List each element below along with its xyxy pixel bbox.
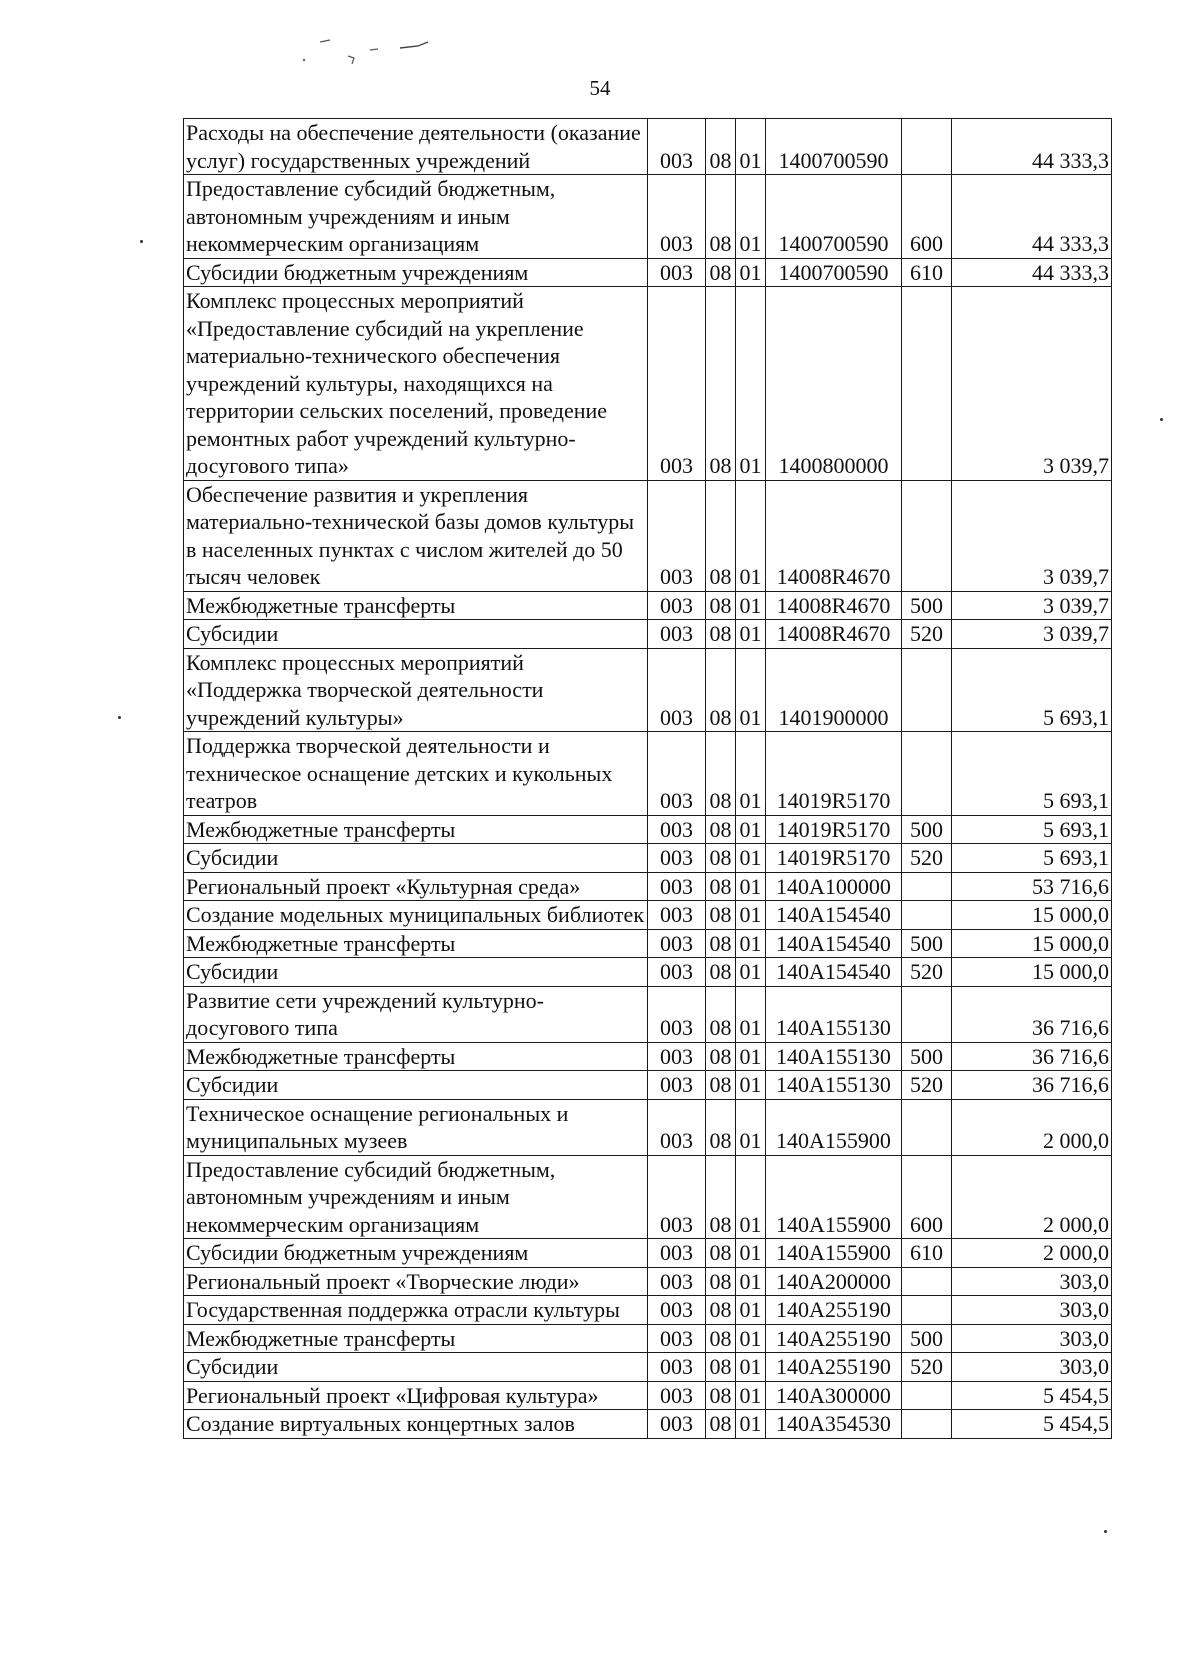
target-article-code: 140A155130 (766, 986, 902, 1042)
target-article-code: 140A100000 (766, 872, 902, 901)
target-article-code: 1400700590 (766, 175, 902, 259)
scan-speck (140, 240, 143, 243)
scan-speck (1160, 418, 1163, 421)
amount: 15 000,0 (952, 929, 1112, 958)
table-row (184, 901, 1112, 930)
row-name: Региональный проект «Цифровая культура» (184, 1381, 648, 1410)
amount: 36 716,6 (952, 1042, 1112, 1071)
admin-code: 003 (648, 480, 706, 591)
admin-code: 003 (648, 1296, 706, 1325)
expense-type-code (902, 901, 952, 930)
table-row (184, 986, 1112, 1042)
subsection-code: 01 (736, 1381, 766, 1410)
table-row (184, 1239, 1112, 1268)
row-name: Межбюджетные трансферты (184, 929, 648, 958)
row-name: Государственная поддержка отрасли культуры (184, 1296, 648, 1325)
subsection-code: 01 (736, 1071, 766, 1100)
admin-code: 003 (648, 929, 706, 958)
subsection-code: 01 (736, 815, 766, 844)
subsection-code: 01 (736, 1042, 766, 1071)
table-row (184, 1155, 1112, 1239)
amount: 3 039,7 (952, 287, 1112, 481)
admin-code: 003 (648, 986, 706, 1042)
section-code: 08 (706, 591, 736, 620)
amount: 5 693,1 (952, 844, 1112, 873)
subsection-code: 01 (736, 648, 766, 732)
expense-type-code: 500 (902, 929, 952, 958)
row-name: Обеспечение развития и укрепления материально-технической базы домов культуры в населенных пунктах с числом жителей до 50 тысяч человек (184, 480, 648, 591)
target-article-code: 140A200000 (766, 1267, 902, 1296)
expense-type-code (902, 1099, 952, 1155)
amount: 15 000,0 (952, 958, 1112, 987)
expense-type-code: 610 (902, 258, 952, 287)
row-name: Региональный проект «Творческие люди» (184, 1267, 648, 1296)
row-name: Межбюджетные трансферты (184, 1042, 648, 1071)
admin-code: 003 (648, 119, 706, 175)
table-row (184, 648, 1112, 732)
section-code: 08 (706, 620, 736, 649)
admin-code: 003 (648, 1381, 706, 1410)
expense-type-code (902, 648, 952, 732)
amount: 2 000,0 (952, 1239, 1112, 1268)
section-code: 08 (706, 1071, 736, 1100)
admin-code: 003 (648, 287, 706, 481)
admin-code: 003 (648, 844, 706, 873)
subsection-code: 01 (736, 1099, 766, 1155)
table-row (184, 1410, 1112, 1439)
section-code: 08 (706, 929, 736, 958)
table-row (184, 119, 1112, 175)
subsection-code: 01 (736, 872, 766, 901)
target-article-code: 140A255190 (766, 1353, 902, 1382)
section-code: 08 (706, 1239, 736, 1268)
expense-type-code: 520 (902, 1353, 952, 1382)
subsection-code: 01 (736, 1155, 766, 1239)
expense-type-code: 600 (902, 175, 952, 259)
row-name: Создание виртуальных концертных залов (184, 1410, 648, 1439)
amount: 3 039,7 (952, 591, 1112, 620)
amount: 2 000,0 (952, 1099, 1112, 1155)
target-article-code: 140A155900 (766, 1099, 902, 1155)
budget-rows (184, 119, 1112, 1439)
target-article-code: 140A255190 (766, 1296, 902, 1325)
section-code: 08 (706, 258, 736, 287)
section-code: 08 (706, 732, 736, 816)
section-code: 08 (706, 872, 736, 901)
expense-type-code (902, 1296, 952, 1325)
amount: 5 454,5 (952, 1381, 1112, 1410)
row-name: Субсидии бюджетным учреждениям (184, 258, 648, 287)
subsection-code: 01 (736, 480, 766, 591)
amount: 303,0 (952, 1267, 1112, 1296)
admin-code: 003 (648, 1071, 706, 1100)
section-code: 08 (706, 480, 736, 591)
section-code: 08 (706, 815, 736, 844)
expense-type-code (902, 986, 952, 1042)
expense-type-code: 600 (902, 1155, 952, 1239)
subsection-code: 01 (736, 1324, 766, 1353)
amount: 15 000,0 (952, 901, 1112, 930)
expense-type-code: 520 (902, 958, 952, 987)
row-name: Поддержка творческой деятельности и техническое оснащение детских и кукольных театров (184, 732, 648, 816)
table-row (184, 1267, 1112, 1296)
row-name: Субсидии (184, 844, 648, 873)
section-code: 08 (706, 175, 736, 259)
target-article-code: 14019R5170 (766, 844, 902, 873)
subsection-code: 01 (736, 1296, 766, 1325)
row-name: Комплекс процессных мероприятий «Предоставление субсидий на укрепление материально-технического обеспечения учреждений культуры, находящихся на территории сельских поселений, проведение ремонтных работ учреждений культурно-досугового типа» (184, 287, 648, 481)
row-name: Межбюджетные трансферты (184, 591, 648, 620)
row-name: Субсидии бюджетным учреждениям (184, 1239, 648, 1268)
table-row (184, 287, 1112, 481)
target-article-code: 14019R5170 (766, 732, 902, 816)
expense-type-code: 520 (902, 1071, 952, 1100)
row-name: Региональный проект «Культурная среда» (184, 872, 648, 901)
table-row (184, 1042, 1112, 1071)
table-row (184, 1381, 1112, 1410)
amount: 36 716,6 (952, 986, 1112, 1042)
admin-code: 003 (648, 175, 706, 259)
section-code: 08 (706, 1155, 736, 1239)
expense-type-code (902, 119, 952, 175)
amount: 3 039,7 (952, 480, 1112, 591)
expense-type-code (902, 1410, 952, 1439)
budget-table (183, 118, 1112, 1439)
expense-type-code: 500 (902, 815, 952, 844)
row-name: Развитие сети учреждений культурно-досугового типа (184, 986, 648, 1042)
amount: 36 716,6 (952, 1071, 1112, 1100)
table-row (184, 1296, 1112, 1325)
section-code: 08 (706, 844, 736, 873)
table-row (184, 258, 1112, 287)
target-article-code: 14008R4670 (766, 480, 902, 591)
target-article-code: 14019R5170 (766, 815, 902, 844)
table-row (184, 1071, 1112, 1100)
subsection-code: 01 (736, 929, 766, 958)
row-name: Субсидии (184, 1353, 648, 1382)
row-name: Предоставление субсидий бюджетным, автономным учреждениям и иным некоммерческим организациям (184, 1155, 648, 1239)
table-row (184, 1353, 1112, 1382)
target-article-code: 140A154540 (766, 958, 902, 987)
admin-code: 003 (648, 958, 706, 987)
expense-type-code: 520 (902, 620, 952, 649)
section-code: 08 (706, 1381, 736, 1410)
table-row (184, 872, 1112, 901)
table-row (184, 732, 1112, 816)
admin-code: 003 (648, 1042, 706, 1071)
expense-type-code (902, 287, 952, 481)
subsection-code: 01 (736, 901, 766, 930)
row-name: Межбюджетные трансферты (184, 1324, 648, 1353)
table-row (184, 591, 1112, 620)
amount: 303,0 (952, 1353, 1112, 1382)
expense-type-code (902, 1267, 952, 1296)
expense-type-code: 500 (902, 1324, 952, 1353)
expense-type-code: 500 (902, 1042, 952, 1071)
table-row (184, 1324, 1112, 1353)
subsection-code: 01 (736, 591, 766, 620)
target-article-code: 140A154540 (766, 901, 902, 930)
table-row (184, 958, 1112, 987)
row-name: Субсидии (184, 1071, 648, 1100)
target-article-code: 14008R4670 (766, 620, 902, 649)
table-row (184, 480, 1112, 591)
table-row (184, 929, 1112, 958)
admin-code: 003 (648, 1353, 706, 1382)
admin-code: 003 (648, 901, 706, 930)
amount: 44 333,3 (952, 175, 1112, 259)
amount: 5 693,1 (952, 648, 1112, 732)
admin-code: 003 (648, 732, 706, 816)
subsection-code: 01 (736, 175, 766, 259)
admin-code: 003 (648, 648, 706, 732)
amount: 5 693,1 (952, 815, 1112, 844)
admin-code: 003 (648, 1099, 706, 1155)
amount: 53 716,6 (952, 872, 1112, 901)
table-row (184, 175, 1112, 259)
admin-code: 003 (648, 1267, 706, 1296)
amount: 303,0 (952, 1296, 1112, 1325)
target-article-code: 140A354530 (766, 1410, 902, 1439)
target-article-code: 1401900000 (766, 648, 902, 732)
page-number: 54 (589, 76, 611, 100)
section-code: 08 (706, 1296, 736, 1325)
subsection-code: 01 (736, 1267, 766, 1296)
target-article-code: 1400700590 (766, 258, 902, 287)
expense-type-code (902, 872, 952, 901)
admin-code: 003 (648, 258, 706, 287)
row-name: Комплекс процессных мероприятий «Поддержка творческой деятельности учреждений культуры» (184, 648, 648, 732)
admin-code: 003 (648, 1410, 706, 1439)
expense-type-code: 500 (902, 591, 952, 620)
amount: 3 039,7 (952, 620, 1112, 649)
subsection-code: 01 (736, 1410, 766, 1439)
scan-artifact (300, 28, 460, 78)
admin-code: 003 (648, 1324, 706, 1353)
table-row (184, 620, 1112, 649)
target-article-code: 1400800000 (766, 287, 902, 481)
amount: 44 333,3 (952, 119, 1112, 175)
table-row (184, 815, 1112, 844)
section-code: 08 (706, 287, 736, 481)
table-row (184, 844, 1112, 873)
admin-code: 003 (648, 1155, 706, 1239)
scan-speck (118, 716, 121, 719)
admin-code: 003 (648, 872, 706, 901)
admin-code: 003 (648, 591, 706, 620)
subsection-code: 01 (736, 958, 766, 987)
row-name: Субсидии (184, 620, 648, 649)
expense-type-code (902, 480, 952, 591)
expense-type-code: 520 (902, 844, 952, 873)
section-code: 08 (706, 1042, 736, 1071)
section-code: 08 (706, 1410, 736, 1439)
target-article-code: 140A155130 (766, 1071, 902, 1100)
target-article-code: 140A300000 (766, 1381, 902, 1410)
section-code: 08 (706, 901, 736, 930)
subsection-code: 01 (736, 620, 766, 649)
section-code: 08 (706, 1267, 736, 1296)
target-article-code: 140A155900 (766, 1155, 902, 1239)
target-article-code: 140A155130 (766, 1042, 902, 1071)
subsection-code: 01 (736, 287, 766, 481)
subsection-code: 01 (736, 844, 766, 873)
amount: 5 454,5 (952, 1410, 1112, 1439)
amount: 44 333,3 (952, 258, 1112, 287)
row-name: Создание модельных муниципальных библиотек (184, 901, 648, 930)
admin-code: 003 (648, 1239, 706, 1268)
section-code: 08 (706, 1099, 736, 1155)
expense-type-code (902, 1381, 952, 1410)
admin-code: 003 (648, 815, 706, 844)
expense-type-code: 610 (902, 1239, 952, 1268)
target-article-code: 140A255190 (766, 1324, 902, 1353)
subsection-code: 01 (736, 1239, 766, 1268)
subsection-code: 01 (736, 986, 766, 1042)
row-name: Предоставление субсидий бюджетным, автономным учреждениям и иным некоммерческим организациям (184, 175, 648, 259)
target-article-code: 140A155900 (766, 1239, 902, 1268)
section-code: 08 (706, 958, 736, 987)
row-name: Межбюджетные трансферты (184, 815, 648, 844)
target-article-code: 14008R4670 (766, 591, 902, 620)
section-code: 08 (706, 1353, 736, 1382)
row-name: Расходы на обеспечение деятельности (оказание услуг) государственных учреждений (184, 119, 648, 175)
row-name: Субсидии (184, 958, 648, 987)
table-row (184, 1099, 1112, 1155)
subsection-code: 01 (736, 119, 766, 175)
section-code: 08 (706, 119, 736, 175)
amount: 303,0 (952, 1324, 1112, 1353)
admin-code: 003 (648, 620, 706, 649)
amount: 5 693,1 (952, 732, 1112, 816)
target-article-code: 140A154540 (766, 929, 902, 958)
subsection-code: 01 (736, 258, 766, 287)
subsection-code: 01 (736, 1353, 766, 1382)
expense-type-code (902, 732, 952, 816)
amount: 2 000,0 (952, 1155, 1112, 1239)
section-code: 08 (706, 1324, 736, 1353)
row-name: Техническое оснащение региональных и муниципальных музеев (184, 1099, 648, 1155)
subsection-code: 01 (736, 732, 766, 816)
scan-speck (1104, 1530, 1107, 1533)
section-code: 08 (706, 648, 736, 732)
section-code: 08 (706, 986, 736, 1042)
target-article-code: 1400700590 (766, 119, 902, 175)
